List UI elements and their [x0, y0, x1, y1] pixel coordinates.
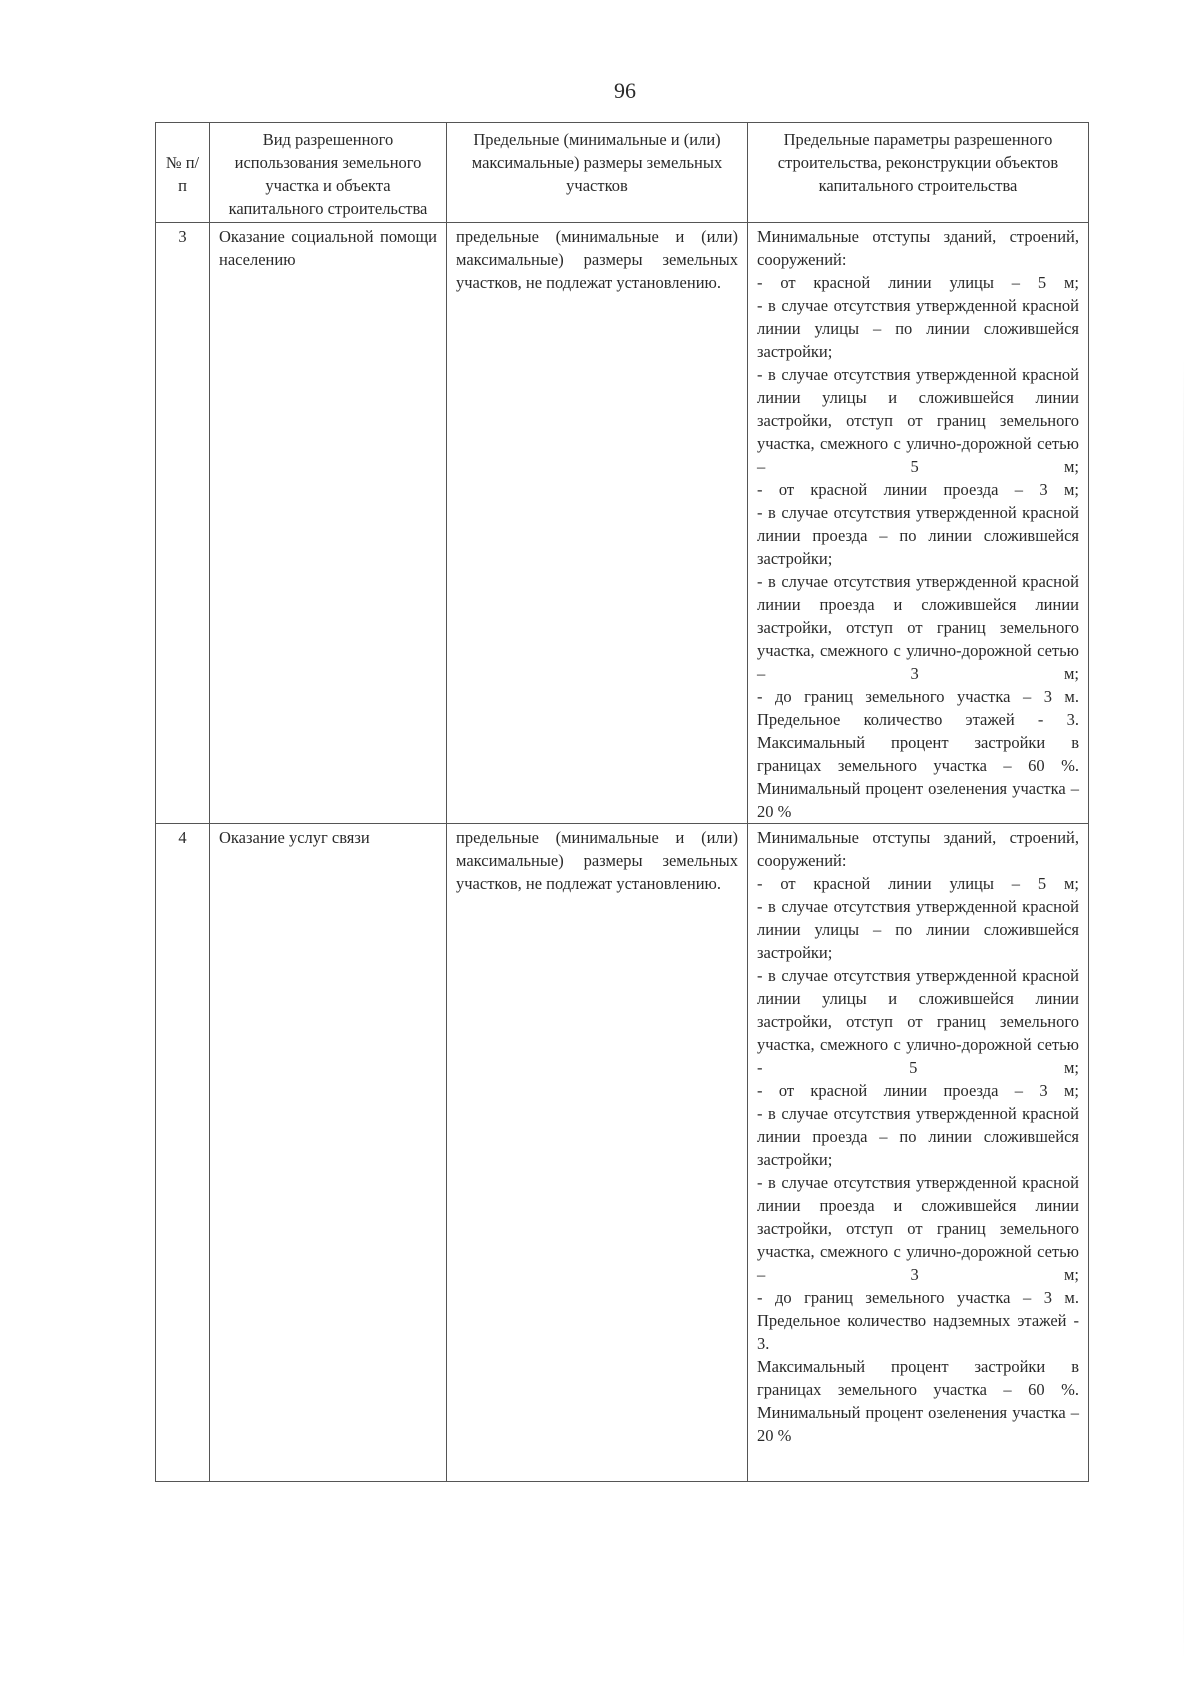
header-number: № п/п — [156, 123, 210, 223]
row-number: 3 — [156, 223, 210, 824]
row-construction-params — [748, 824, 1089, 1482]
param-line: - в случае отсутствия утвержденной красной линии проезда и сложившейся линии застройки, отступ от границ земельного участка, смежного с улично-дорожной сетью – 3 м; — [757, 1173, 1079, 1284]
param-line: Минимальные отступы зданий, строений, сооружений: — [757, 227, 1079, 269]
row-permitted-use: Оказание услуг связи — [210, 824, 447, 1482]
header-construction-params: Предельные параметры разрешенного строительства, реконструкции объектов капитального строительства — [748, 123, 1089, 223]
param-line: - от красной линии проезда – 3 м; — [757, 1081, 1079, 1100]
param-line: - от красной линии улицы – 5 м; — [757, 273, 1079, 292]
row-plot-size: предельные (минимальные и (или) максимальные) размеры земельных участков, не подлежат установлению. — [447, 824, 748, 1482]
param-line: - в случае отсутствия утвержденной красной линии проезда и сложившейся линии застройки, отступ от границ земельного участка, смежного с улично-дорожной сетью – 3 м; — [757, 572, 1079, 683]
table-header-row — [156, 123, 1089, 223]
param-line: - до границ земельного участка – 3 м. — [757, 687, 1079, 706]
param-line: Минимальные отступы зданий, строений, сооружений: — [757, 828, 1079, 870]
table-row — [156, 824, 1089, 1482]
row-construction-params — [748, 223, 1089, 824]
param-line: - в случае отсутствия утвержденной красной линии проезда – по линии сложившейся застройки; — [757, 1104, 1079, 1169]
param-line: Максимальный процент застройки в границах земельного участка – 60 %. — [757, 733, 1079, 775]
param-line: Максимальный процент застройки в границах земельного участка – 60 %. — [757, 1357, 1079, 1399]
param-line: - в случае отсутствия утвержденной красной линии проезда – по линии сложившейся застройки; — [757, 503, 1079, 568]
scan-edge-line — [1183, 360, 1184, 1660]
param-line: Предельное количество этажей - 3. — [757, 710, 1079, 729]
header-plot-size: Предельные (минимальные и (или) максимальные) размеры земельных участков — [447, 123, 748, 223]
param-line: - до границ земельного участка – 3 м. — [757, 1288, 1079, 1307]
row-number: 4 — [156, 824, 210, 1482]
row-permitted-use: Оказание социальной помощи населению — [210, 223, 447, 824]
param-line: - в случае отсутствия утвержденной красной линии улицы – по линии сложившейся застройки; — [757, 897, 1079, 962]
param-line: - в случае отсутствия утвержденной красной линии улицы – по линии сложившейся застройки; — [757, 296, 1079, 361]
page-number: 96 — [614, 78, 636, 103]
table-row — [156, 223, 1089, 824]
regulations-table — [155, 122, 1089, 1482]
param-line: - в случае отсутствия утвержденной красной линии улицы и сложившейся линии застройки, отступ от границ земельного участка, смежного с улично-дорожной сетью – 5 м; — [757, 365, 1079, 476]
param-line: Минимальный процент озеленения участка – 20 % — [757, 779, 1079, 821]
param-line: - в случае отсутствия утвержденной красной линии улицы и сложившейся линии застройки, отступ от границ земельного участка, смежного с улично-дорожной сетью - 5 м; — [757, 966, 1079, 1077]
param-line: Предельное количество надземных этажей - 3. — [757, 1311, 1079, 1353]
param-line: - от красной линии улицы – 5 м; — [757, 874, 1079, 893]
header-permitted-use: Вид разрешенного использования земельного участка и объекта капитального строительства — [210, 123, 447, 223]
param-line: - от красной линии проезда – 3 м; — [757, 480, 1079, 499]
row-plot-size: предельные (минимальные и (или) максимальные) размеры земельных участков, не подлежат установлению. — [447, 223, 748, 824]
param-line: Минимальный процент озеленения участка – 20 % — [757, 1403, 1079, 1445]
